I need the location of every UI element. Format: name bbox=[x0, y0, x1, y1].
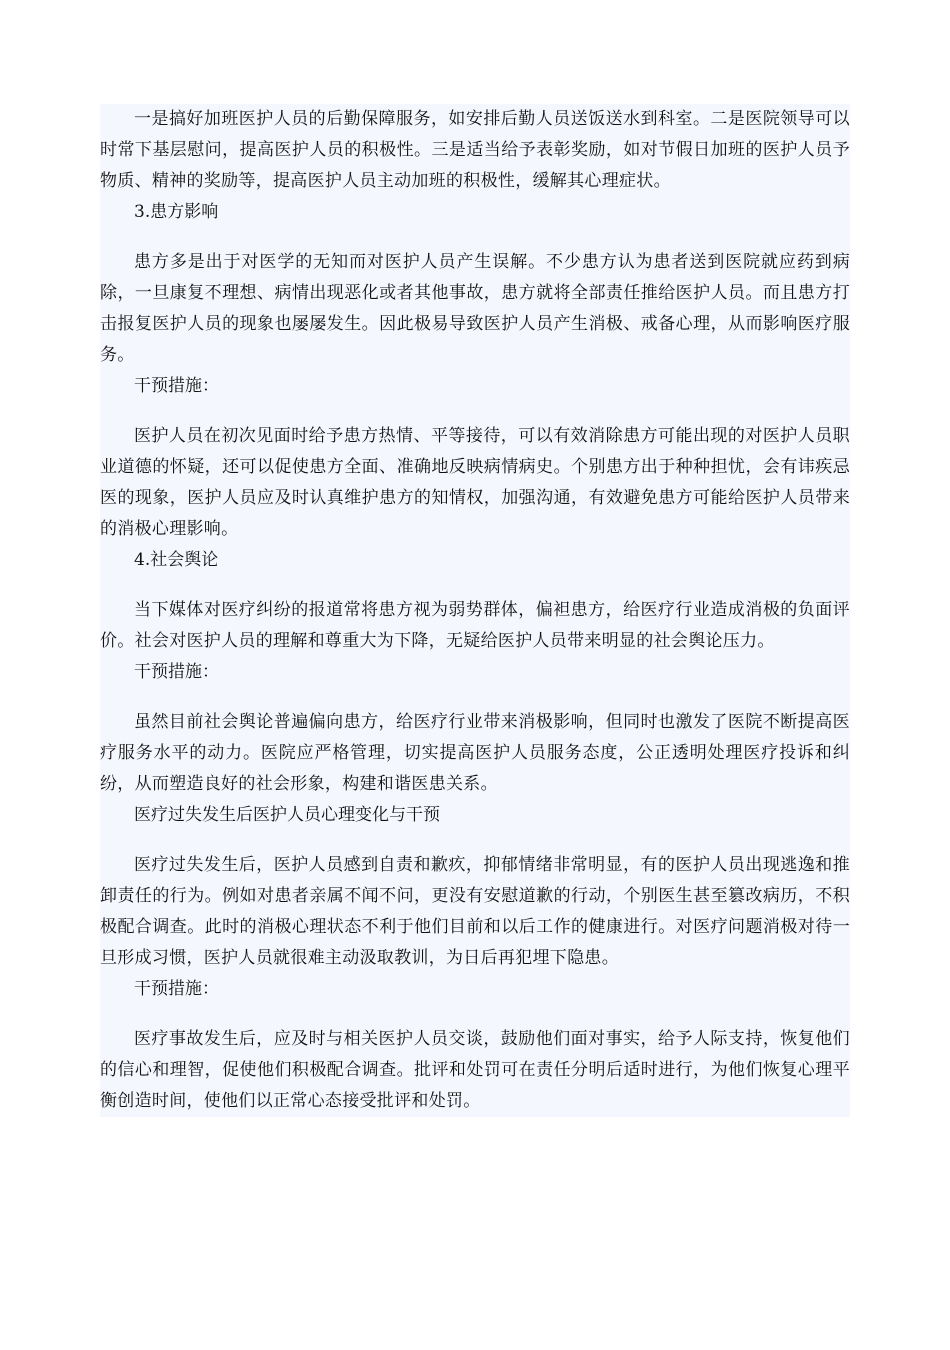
paragraph-intervention-patient: 医护人员在初次见面时给予患方热情、平等接待，可以有效消除患方可能出现的对医护人员职业道德的怀疑，还可以促使患方全面、准确地反映病情病史。个别患方出于种种担忧，会有讳疾忌医的现象，医护人员应及时认真维护患方的知情权，加强沟通，有效避免患方可能给医护人员带来的消极心理影响。 bbox=[100, 426, 850, 539]
paragraph-medical-error: 医疗过失发生后，医护人员感到自责和歉疚，抑郁情绪非常明显，有的医护人员出现逃逸和推卸责任的行为。例如对患者亲属不闻不问，更没有安慰道歉的行动，个别医生甚至篡改病历，不积极配合调查。此时的消极心理状态不利于他们目前和以后工作的健康进行。对医疗问题消极对待一旦形成习惯，医护人员就很难主动汲取教训，为日后再犯埋下隐患。 bbox=[100, 855, 850, 968]
intervention-heading-2: 干预措施： bbox=[134, 662, 219, 682]
intervention-heading-3: 干预措施： bbox=[134, 979, 219, 999]
document-body bbox=[100, 104, 850, 1117]
section-heading-medical-error: 医疗过失发生后医护人员心理变化与干预 bbox=[134, 805, 440, 825]
section-heading-public-opinion: 4.社会舆论 bbox=[134, 550, 219, 570]
paragraph-logistics-support: 一是搞好加班医护人员的后勤保障服务，如安排后勤人员送饭送水到科室。二是医院领导可以时常下基层慰问，提高医护人员的积极性。三是适当给予表彰奖励，如对节假日加班的医护人员予物质、精神的奖励等，提高医护人员主动加班的积极性，缓解其心理症状。 bbox=[100, 109, 850, 191]
paragraph-intervention-error: 医疗事故发生后，应及时与相关医护人员交谈，鼓励他们面对事实，给予人际支持，恢复他们的信心和理智，促使他们积极配合调查。批评和处罚可在责任分明后适时进行，为他们恢复心理平衡创造时间，使他们以正常心态接受批评和处罚。 bbox=[100, 1029, 850, 1111]
paragraph-patient-influence: 患方多是出于对医学的无知而对医护人员产生误解。不少患方认为患者送到医院就应药到病除，一旦康复不理想、病情出现恶化或者其他事故，患方就将全部责任推给医护人员。而且患方打击报复医护人员的现象也屡屡发生。因此极易导致医护人员产生消极、戒备心理，从而影响医疗服务。 bbox=[100, 252, 850, 365]
paragraph-intervention-opinion: 虽然目前社会舆论普遍偏向患方，给医疗行业带来消极影响，但同时也激发了医院不断提高医疗服务水平的动力。医院应严格管理，切实提高医护人员服务态度，公正透明处理医疗投诉和纠纷，从而塑造良好的社会形象，构建和谐医患关系。 bbox=[100, 712, 850, 794]
paragraph-public-opinion: 当下媒体对医疗纠纷的报道常将患方视为弱势群体，偏袒患方，给医疗行业造成消极的负面评价。社会对医护人员的理解和尊重大为下降，无疑给医护人员带来明显的社会舆论压力。 bbox=[100, 600, 850, 651]
intervention-heading-1: 干预措施： bbox=[134, 376, 219, 396]
section-heading-patient-influence: 3.患方影响 bbox=[134, 202, 219, 222]
